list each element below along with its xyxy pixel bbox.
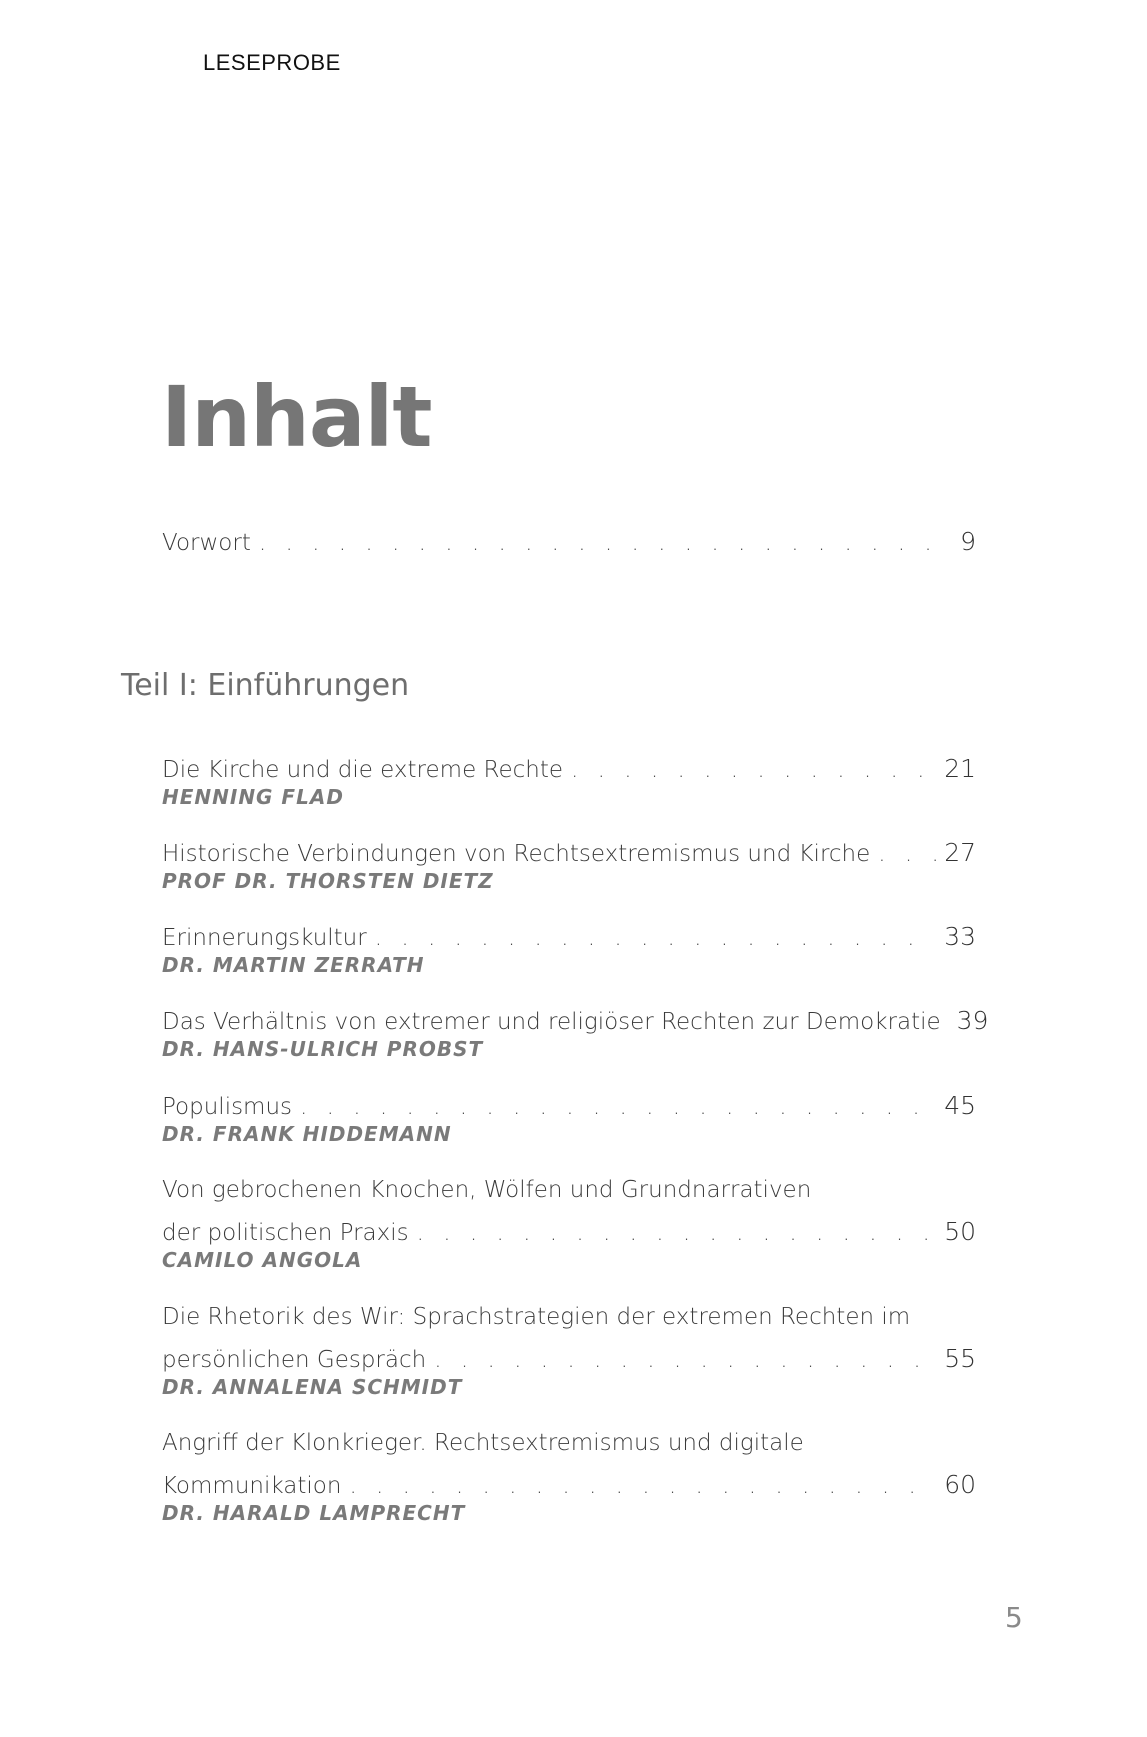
toc-entry[interactable] bbox=[162, 1296, 976, 1400]
leseprobe-label: LESEPROBE bbox=[203, 50, 341, 75]
toc-author: DR. ANNALENA SCHMIDT bbox=[162, 1375, 463, 1399]
toc-entry[interactable] bbox=[162, 832, 976, 894]
toc-entry[interactable] bbox=[162, 1422, 976, 1526]
toc-entry-title-cont: Kommunikation bbox=[162, 1473, 342, 1499]
toc-entry-title-cont: der politischen Praxis bbox=[162, 1220, 409, 1246]
toc-leader-dots bbox=[434, 1339, 936, 1381]
toc-entry[interactable] bbox=[162, 748, 976, 810]
toc-entry[interactable] bbox=[162, 1000, 989, 1062]
toc-page-number: 55 bbox=[944, 1344, 976, 1373]
toc-author: DR. HARALD LAMPRECHT bbox=[162, 1501, 466, 1525]
toc-author: CAMILO ANGOLA bbox=[162, 1248, 363, 1272]
page-number: 5 bbox=[1005, 1601, 1023, 1634]
toc-author: DR. HANS-ULRICH PROBST bbox=[162, 1037, 484, 1061]
page-title: Inhalt bbox=[161, 368, 432, 466]
toc-leader-dots bbox=[375, 917, 936, 959]
toc-page-number: 27 bbox=[944, 838, 976, 867]
toc-leader-dots bbox=[259, 522, 952, 564]
toc-entry-title: Angriff der Klonkrieger. Rechtsextremismus und digitale bbox=[162, 1430, 804, 1456]
toc-entry-title: Das Verhältnis von extremer und religiöser Rechten zur Demokratie bbox=[162, 1009, 941, 1035]
toc-leader-dots bbox=[878, 833, 936, 875]
toc-entry-title-cont: persönlichen Gespräch bbox=[162, 1347, 427, 1373]
toc-author: HENNING FLAD bbox=[162, 785, 344, 809]
toc-author: DR. MARTIN ZERRATH bbox=[162, 953, 425, 977]
toc-entry[interactable] bbox=[162, 1085, 976, 1147]
toc-page-number: 39 bbox=[956, 1006, 989, 1035]
toc-entry[interactable] bbox=[162, 1169, 976, 1273]
toc-page-number: 33 bbox=[944, 922, 976, 951]
toc-author: DR. FRANK HIDDEMANN bbox=[162, 1122, 452, 1146]
toc-entry-title: Die Kirche und die extreme Rechte bbox=[162, 757, 564, 783]
toc-entry-title: Vorwort bbox=[162, 530, 251, 556]
toc-page-number: 50 bbox=[944, 1217, 976, 1246]
part-heading: Teil I: Einführungen bbox=[121, 668, 410, 703]
toc-leader-dots bbox=[571, 749, 936, 791]
toc-entry-preface[interactable] bbox=[162, 521, 976, 563]
toc-entry-title: Erinnerungskultur bbox=[162, 925, 367, 951]
toc-entry-title: Die Rhetorik des Wir: Sprachstrategien der extremen Rechten im bbox=[162, 1304, 911, 1330]
toc-entry-title: Historische Verbindungen von Rechtsextremismus und Kirche bbox=[162, 841, 871, 867]
toc-entry-title: Von gebrochenen Knochen, Wölfen und Grundnarrativen bbox=[162, 1177, 812, 1203]
toc-page-number: 60 bbox=[944, 1470, 976, 1499]
toc-page-number: 45 bbox=[944, 1091, 976, 1120]
toc-leader-dots bbox=[417, 1212, 937, 1254]
toc-page-number: 21 bbox=[944, 754, 976, 783]
toc-page-number: 9 bbox=[960, 527, 976, 556]
toc-entry-title: Populismus bbox=[162, 1094, 293, 1120]
toc-author: PROF DR. THORSTEN DIETZ bbox=[162, 869, 494, 893]
toc-entry[interactable] bbox=[162, 916, 976, 978]
